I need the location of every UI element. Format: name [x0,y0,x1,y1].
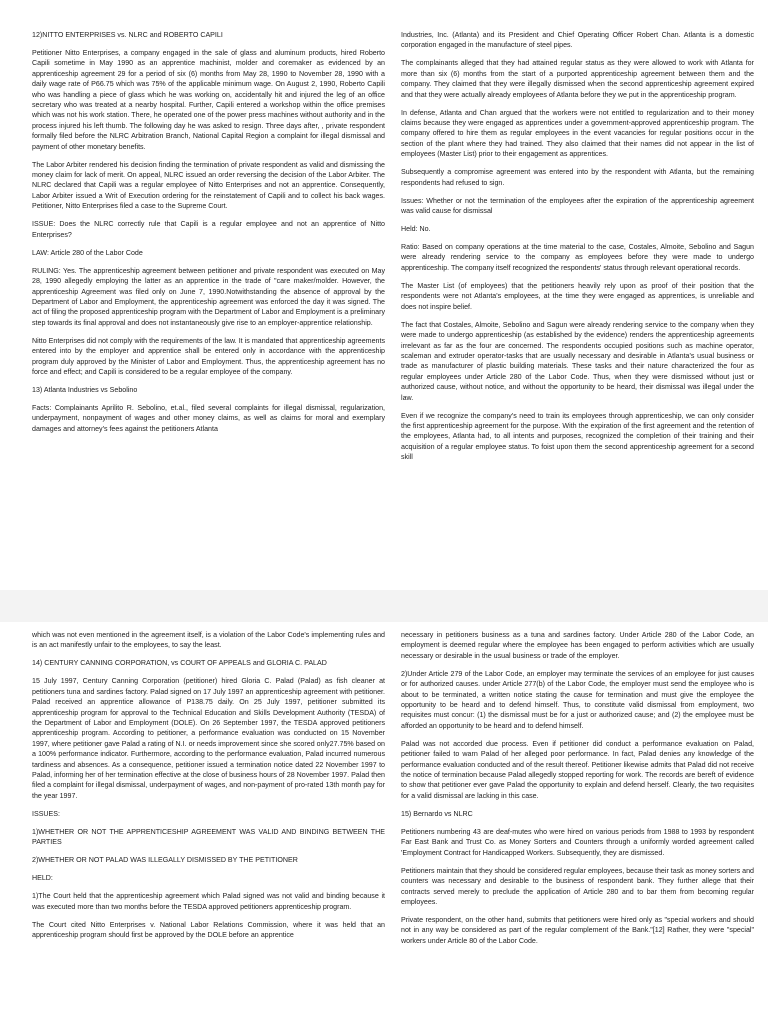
paragraph: Nitto Enterprises did not comply with the requirements of the law. It is mandated that apprenticeship agreements entered into by the employer and apprentice shall be entered only in accordance with the apprenticeship program duly approved by the Minister of Labor and Employment. Thus, the apprenticeship agreement has no force and effect; and Capili is considered to be a regular employee of the company. [32,336,385,376]
paragraph: The complainants alleged that they had attained regular status as they were allowed to work with Atlanta for more than six (6) months from the start of a purported apprenticeship agreement between them and the company. They claimed that they were illegally dismissed when the second apprenticeship agreement expired and that they were actually already employees of Atlanta before they we put in the apprenticeship program. [401,59,754,99]
paragraph: The fact that Costales, Almoite, Sebolino and Sagun were already rendering service to the company when they were made to undergo apprenticeship (as established by the evidence) renders the apprenticeship agreements irrelevant as far as the four are concerned. The respondents occupied positions such as machine operator, scaleman and extruder operator-tasks that are usually necessary and desirable in Atlanta's usual business or trade as manufacturer of plastic building materials. These tasks and their nature characterized the four as regular employees under Article 280 of the Labor Code. Thus, when they were dismissed without just or authorized cause, without notice, and without the opportunity to be heard, their dismissal was illegal under the law. [401,320,754,402]
paragraph: Subsequently a compromise agreement was entered into by the respondent with Atlanta, but the remaining respondents had refused to sign. [401,168,754,187]
paragraph: Even if we recognize the company's need to train its employees through apprenticeship, we can only consider the first apprenticeship agreement for the purpose. With the expiration of the first agreement and the retention of the employees, Atlanta had, to all intents and purposes, recognized the completion of their training and their acquisition of a regular employee status. To foist upon them the second apprenticeship agreement for a second skill [401,411,754,462]
paragraph: Held: No. [401,225,431,234]
paragraph: 2)Under Article 279 of the Labor Code, an employer may terminate the services of an employee for just causes or for authorized causes. under Article 277(b) of the Labor Code, the employer must send the employee who is about to be terminated, a written notice stating the cause for termination and must give the employee the opportunity to be heard and to defend himself. Thus, to constitute valid dismissal from employment, two requisites must concur: (1) the dismissal must be for a just or authorized cause; and (2) the employee must be afforded an opportunity to be heard and to defend himself. [401,669,754,730]
paragraph: Industries, Inc. (Atlanta) and its President and Chief Operating Officer Robert Chan. Atlanta is a domestic corporation engaged in the manufacture of steel pipes. [401,31,754,50]
paragraph: The Court cited Nitto Enterprises v. National Labor Relations Commission, where it was held that an apprenticeship program should first be approved by the DOLE before an apprentice [32,920,385,940]
paragraph: Petitioner Nitto Enterprises, a company engaged in the sale of glass and aluminum products, hired Roberto Capili sometime in May 1990 as an apprentice machinist, molder and coremaker as evidenced by an apprenticeship agreement 29 for a period of six (6) months from May 28, 1990 to November 28, 1990 with a daily wage rate of P66.75 which was 75% of the applicable minimum wage. On August 2, 1990, Roberto Capili who was handling a piece of glass which he was working on, accidentally hit and injured the leg of an office secretary who was treated at a nearby hospital. Further, Capili entered a workshop within the office premises which was not his work station. There, he operated one of the power press machines without authority and in the process injured his left thumb. The following day he was asked to resign. Three days after, , private respondent formally filed before the NLRC Arbitration Branch, National Capital Region a complaint for illegal dismissal and payment of other monetary benefits. [32,49,385,151]
case-13-heading: 13) Atlanta Industries vs Sebolino [32,385,138,394]
paragraph: 1)WHETHER OR NOT THE APPRENTICESHIP AGREEMENT WAS VALID AND BINDING BETWEEN THE PARTIES [32,827,385,847]
paragraph: RULING: Yes. The apprenticeship agreement between petitioner and private respondent was executed on May 28, 1990 allegedly employing the latter as an apprentice in the trade of "care maker/molder. However, the apprenticeship Agreement was filed only on June 7, 1990.Notwithstanding the absence of approval by the Department of Labor and Employment, the apprenticeship agreement was enforced the day it was signed. The act of filing the proposed apprenticeship program with the Department of Labor and Employment is a preliminary step towards its final approval and does not instantaneously give rise to an employer-apprentice relationship. [32,266,385,327]
paragraph: Petitioners maintain that they should be considered regular employees, because their task as money sorters and counters was necessary and desirable to the business of respondent bank. They further allege that their contracts served merely to preclude the application of Article 280 and to bar them from becoming regular employees. [401,866,754,906]
paragraph: Issues: Whether or not the termination of the employees after the expiration of the apprenticeship agreement was valid cause for dismissal [401,196,754,216]
paragraph: LAW: Article 280 of the Labor Code [32,248,143,257]
page2-left-column [32,630,385,948]
paragraph: 15 July 1997, Century Canning Corporation (petitioner) hired Gloria C. Palad (Palad) as fish cleaner at petitioners tuna and sardines factory. Palad signed on 17 July 1997 an apprenticeship agreement with petitioner. Palad received an apprentice allowance of P138.75 daily. On 25 July 1997, petitioner submitted its apprenticeship program for approval to the Technical Education and Skills Development Authority (TESDA) of the Department of Labor and Employment (DOLE). On 26 September 1997, the TESDA approved petitioners apprenticeship program. According to petitioner, a performance evaluation was conducted on 15 November 1997, where petitioner gave Palad a rating of N.I. or needs improvement since she scored only27.75% based on a 100% performance indicator. Furthermore, according to the performance evaluation, Palad incurred numerous tardiness and absences. As a consequence, petitioner issued a termination notice dated 22 November 1997 to Palad, informing her of her termination effective at the close of business hours of 28 November 1997. Palad then filed a complaint for illegal dismissal, underpayment of wages, and non-payment of pro-rated 13th month pay for the year 1997. [32,677,385,800]
issues-heading: ISSUES: [32,809,60,818]
case-15-heading: 15) Bernardo vs NLRC [401,809,473,818]
paragraph: Facts: Complainants Aprilito R. Sebolino, et.al., filed several complaints for illegal dismissal, regularization, underpayment, nonpayment of wages and other money claims, as well as claims for moral and exemplary damages and attorney's fees against the petitioners Atlanta [32,403,385,433]
paragraph: ISSUE: Does the NLRC correctly rule that Capili is a regular employee and not an apprentice of Nitto Enterprises? [32,220,385,239]
paragraph: The Labor Arbiter rendered his decision finding the termination of private respondent as valid and dismissing the money claim for lack of merit. On appeal, NLRC issued an order reversing the decision of the Labor Arbiter. The NLRC declared that Capili was a regular employee of Nitto Enterprises and not an apprentice. Consequently, Labor Arbiter issued a Writ of Execution ordering for the reinstatement of Capili and to collect his back wages. Petitioner, Nitto Enterprises filed a case to the Supreme Court. [32,160,385,211]
paragraph: Ratio: Based on company operations at the time material to the case, Costales, Almoite, Sebolino and Sagun were already rendering service to the company as employees before they were made to undergo apprenticeship. The company itself recognized the respondents' status through relevant operational records. [401,243,754,272]
paragraph: 2)WHETHER OR NOT PALAD WAS ILLEGALLY DISMISSED BY THE PETITIONER [32,856,298,865]
paragraph: Private respondent, on the other hand, submits that petitioners were hired only as "special workers and should not in any way be considered as part of the regular complement of the Bank."[12] Rather, they were "special" workers under Article 80 of the Labor Code. [401,915,754,945]
document-page-2 [0,622,768,1024]
paragraph: The Master List (of employees) that the petitioners heavily rely upon as proof of their position that the respondents were not Atlanta's employees, at the time they were engaged as apprentices, is unreliable and does not inspire belief. [401,281,754,311]
paragraph: Petitioners numbering 43 are deaf-mutes who were hired on various periods from 1988 to 1993 by respondent Far East Bank and Trust Co. as Money Sorters and Counters through a uniformly worded agreement called 'Employment Contract for Handicapped Workers. Subsequently, they are dismissed. [401,827,754,857]
paragraph: In defense, Atlanta and Chan argued that the workers were not entitled to regularization and to their money claims because they were engaged as apprentices under a government-approved apprenticeship program. The company offered to hire them as regular employees in the event vacancies for regular positions occur in the section of the plant where they had trained. They also claimed that their names did not appear in the list of employees (Master List) prior to their engagement as apprentices. [401,108,754,159]
page-gap [0,590,768,622]
page1-left-column [32,30,385,442]
page2-right-column [401,630,754,954]
paragraph: necessary in petitioners business as a tuna and sardines factory. Under Article 280 of the Labor Code, an employment is deemed regular where the employee has been engaged to perform activities which are usually necessary or desirable in the usual business or trade of the employer. [401,631,754,660]
case-14-heading: 14) CENTURY CANNING CORPORATION, vs COURT OF APPEALS and GLORIA C. PALAD [32,659,327,668]
paragraph: which was not even mentioned in the agreement itself, is a violation of the Labor Code's implementing rules and is an act manifestly unfair to the employees, to say the least. [32,631,385,650]
held-heading: HELD: [32,874,53,883]
paragraph: 1)The Court held that the apprenticeship agreement which Palad signed was not valid and binding because it was executed more than two months before the TESDA approved petitioners apprenticeship program. [32,892,385,911]
case-12-heading: 12)NITTO ENTERPRISES vs. NLRC and ROBERTO CAPILI [32,31,223,39]
paragraph: Palad was not accorded due process. Even if petitioner did conduct a performance evaluation on Palad, petitioner failed to warn Palad of her alleged poor performance. In fact, Palad denies any knowledge of the performance evaluation conducted and of the result thereof. Petitioner likewise admits that Palad did not receive the notice of termination because Palad allegedly stopped reporting for work. The records are bereft of evidence to show that petitioner ever gave Palad the opportunity to explain and defend herself. Clearly, the two requisites for a valid dismissal are lacking in this case. [401,739,754,800]
page1-right-column [401,30,754,470]
